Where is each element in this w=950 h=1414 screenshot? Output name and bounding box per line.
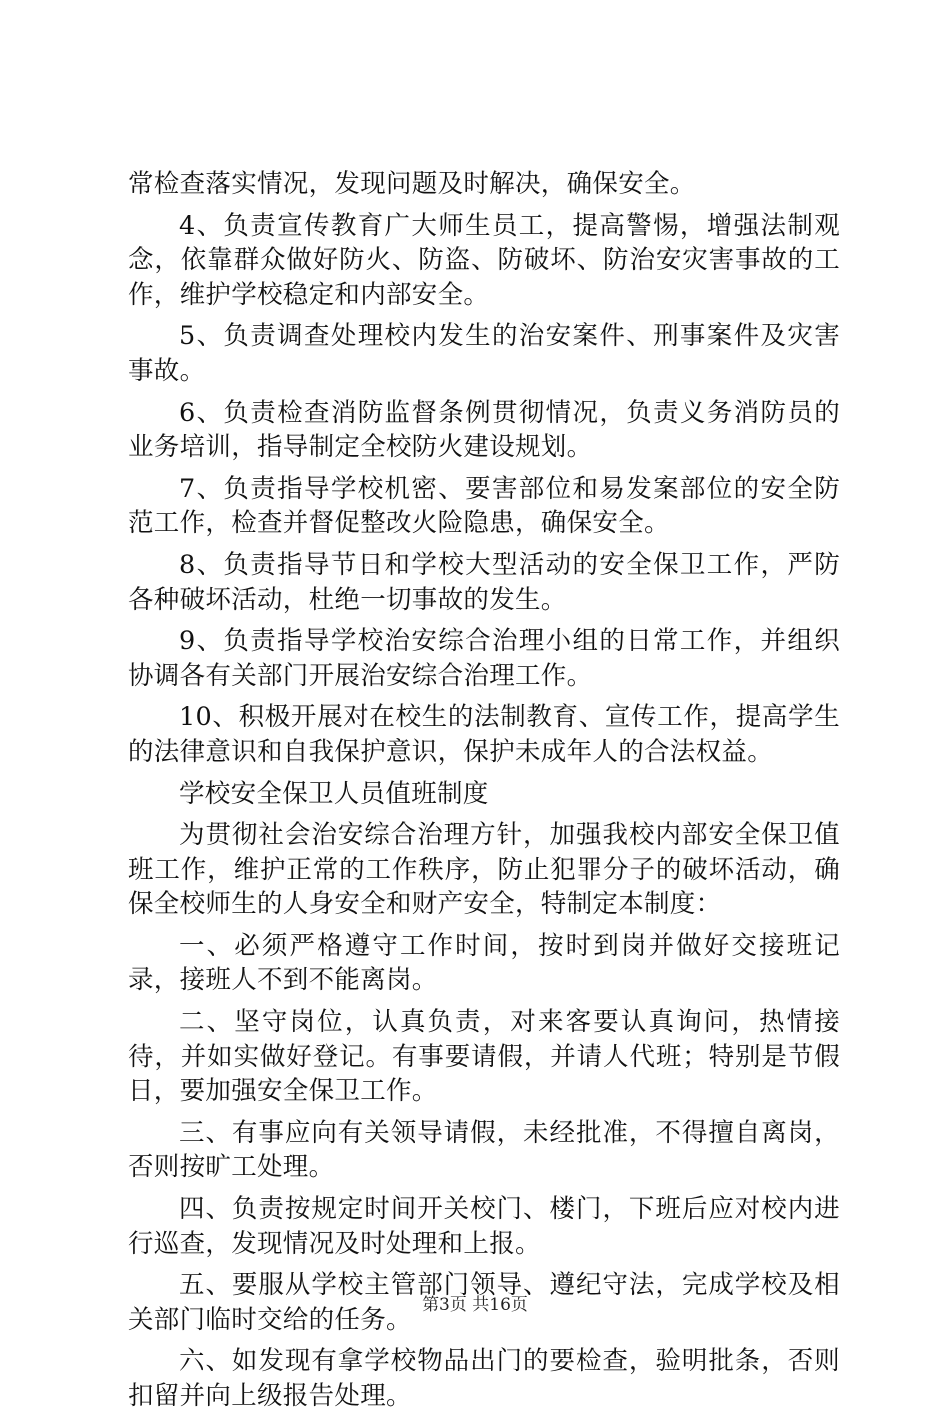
paragraph-intro: 为贯彻社会治安综合治理方针，加强我校内部安全保卫值班工作，维护正常的工作秩序，防止犯罪分子的破坏活动，确保全校师生的人身安全和财产安全，特制定本制度：: [128, 820, 840, 920]
paragraph-item-4: 4、负责宣传教育广大师生员工，提高警惕，增强法制观念，依靠群众做好防火、防盗、防破坏、防治安灾害事故的工作，维护学校稳定和内部安全。: [128, 210, 840, 310]
paragraph-item-6: 6、负责检查消防监督条例贯彻情况，负责义务消防员的业务培训，指导制定全校防火建设规划。: [128, 397, 840, 463]
paragraph-item-8: 8、负责指导节日和学校大型活动的安全保卫工作，严防各种破坏活动，杜绝一切事故的发生。: [128, 549, 840, 615]
paragraph-continuation: 常检查落实情况，发现问题及时解决，确保安全。: [128, 169, 696, 199]
section-heading: 学校安全保卫人员值班制度: [179, 778, 489, 809]
paragraph-item-9: 9、负责指导学校治安综合治理小组的日常工作，并组织协调各有关部门开展治安综合治理工作。: [128, 626, 840, 691]
paragraph-item-5: 5、负责调查处理校内发生的治安案件、刑事案件及灾害事故。: [128, 321, 840, 386]
page-number-footer: 第3页 共16页: [422, 1295, 528, 1315]
paragraph-item-7: 7、负责指导学校机密、要害部位和易发案部位的安全防范工作，检查并督促整改火险隐患，确保安全。: [128, 473, 840, 539]
paragraph-rule-5: 五、要服从学校主管部门领导、遵纪守法，完成学校及相关部门临时交给的任务。: [128, 1270, 840, 1335]
paragraph-item-10: 10、积极开展对在校生的法制教育、宣传工作，提高学生的法律意识和自我保护意识，保护未成年人的合法权益。: [128, 702, 840, 767]
paragraph-rule-4: 四、负责按规定时间开关校门、楼门，下班后应对校内进行巡查，发现情况及时处理和上报。: [128, 1194, 840, 1259]
paragraph-rule-1: 一、必须严格遵守工作时间，按时到岗并做好交接班记录，接班人不到不能离岗。: [128, 930, 840, 996]
document-body: [128, 167, 840, 1414]
paragraph-rule-2: 二、坚守岗位，认真负责，对来客要认真询问，热情接待，并如实做好登记。有事要请假，并请人代班；特别是节假日，要加强安全保卫工作。: [128, 1007, 840, 1107]
paragraph-rule-3: 三、有事应向有关领导请假，未经批准，不得擅自离岗，否则按旷工处理。: [128, 1117, 840, 1183]
paragraph-rule-6: 六、如发现有拿学校物品出门的要检查，验明批条，否则扣留并向上级报告处理。: [128, 1346, 840, 1411]
